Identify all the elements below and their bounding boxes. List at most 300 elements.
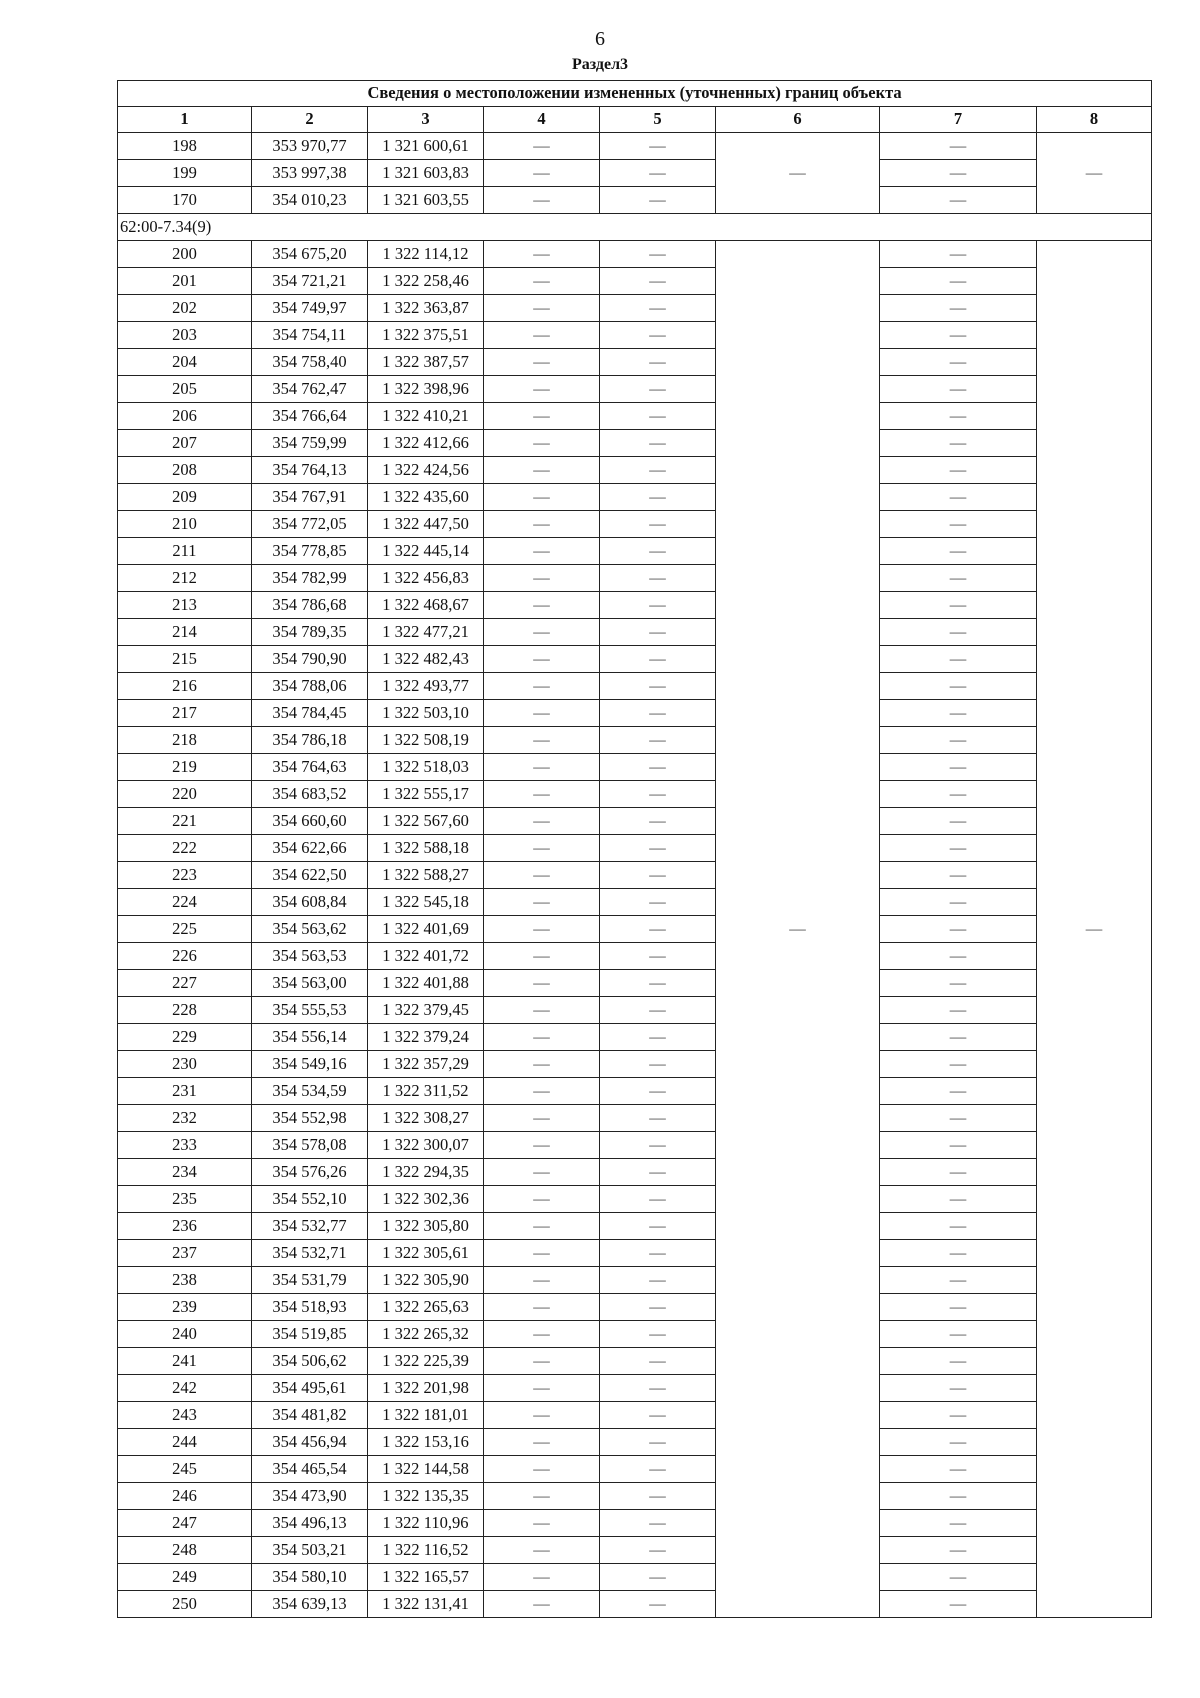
point-number: 227 <box>118 970 252 997</box>
col5-dash: — <box>600 970 716 997</box>
col7-dash: — <box>880 1537 1037 1564</box>
col7-dash: — <box>880 673 1037 700</box>
coord-y: 1 322 588,27 <box>368 862 484 889</box>
coord-y: 1 322 114,12 <box>368 241 484 268</box>
point-number: 199 <box>118 160 252 187</box>
col7-dash: — <box>880 1321 1037 1348</box>
col4-dash: — <box>484 835 600 862</box>
table-row <box>118 889 1152 916</box>
table-row <box>118 727 1152 754</box>
coord-y: 1 322 294,35 <box>368 1159 484 1186</box>
col5-dash: — <box>600 1294 716 1321</box>
coord-x: 354 531,79 <box>252 1267 368 1294</box>
table-row <box>118 1456 1152 1483</box>
col7-dash: — <box>880 430 1037 457</box>
col4-dash: — <box>484 1321 600 1348</box>
point-number: 235 <box>118 1186 252 1213</box>
col5-dash: — <box>600 1213 716 1240</box>
col7-dash: — <box>880 1483 1037 1510</box>
coord-x: 354 622,66 <box>252 835 368 862</box>
col4-dash: — <box>484 376 600 403</box>
coord-x: 354 555,53 <box>252 997 368 1024</box>
col5-dash: — <box>600 322 716 349</box>
table-caption-row <box>118 81 1152 107</box>
table-row <box>118 1294 1152 1321</box>
col4-dash: — <box>484 673 600 700</box>
coord-x: 354 767,91 <box>252 484 368 511</box>
point-number: 241 <box>118 1348 252 1375</box>
table-row <box>118 268 1152 295</box>
col5-dash: — <box>600 1375 716 1402</box>
point-number: 198 <box>118 133 252 160</box>
col7-dash: — <box>880 484 1037 511</box>
coord-y: 1 322 518,03 <box>368 754 484 781</box>
coord-x: 354 473,90 <box>252 1483 368 1510</box>
col5-dash: — <box>600 511 716 538</box>
coord-x: 354 749,97 <box>252 295 368 322</box>
col5-dash: — <box>600 484 716 511</box>
point-number: 209 <box>118 484 252 511</box>
col4-dash: — <box>484 1483 600 1510</box>
column-number: 3 <box>368 107 484 133</box>
coord-y: 1 322 300,07 <box>368 1132 484 1159</box>
col7-dash: — <box>880 322 1037 349</box>
coord-x: 354 010,23 <box>252 187 368 214</box>
coord-x: 354 563,62 <box>252 916 368 943</box>
coord-y: 1 322 447,50 <box>368 511 484 538</box>
coord-y: 1 322 456,83 <box>368 565 484 592</box>
col4-dash: — <box>484 295 600 322</box>
point-number: 248 <box>118 1537 252 1564</box>
col4-dash: — <box>484 1564 600 1591</box>
col5-dash: — <box>600 673 716 700</box>
coord-y: 1 322 165,57 <box>368 1564 484 1591</box>
col5-dash: — <box>600 1159 716 1186</box>
coord-y: 1 322 508,19 <box>368 727 484 754</box>
coord-x: 354 758,40 <box>252 349 368 376</box>
col4-dash: — <box>484 700 600 727</box>
coord-y: 1 322 387,57 <box>368 349 484 376</box>
coord-y: 1 322 401,72 <box>368 943 484 970</box>
col4-dash: — <box>484 1510 600 1537</box>
col5-dash: — <box>600 1240 716 1267</box>
col5-dash: — <box>600 430 716 457</box>
coord-x: 354 549,16 <box>252 1051 368 1078</box>
coord-x: 354 788,06 <box>252 673 368 700</box>
coord-y: 1 322 265,32 <box>368 1321 484 1348</box>
coord-x: 354 506,62 <box>252 1348 368 1375</box>
col4-dash: — <box>484 592 600 619</box>
table-row <box>118 1078 1152 1105</box>
col4-dash: — <box>484 1294 600 1321</box>
table-body <box>118 81 1152 1618</box>
coord-y: 1 322 135,35 <box>368 1483 484 1510</box>
table-row <box>118 1267 1152 1294</box>
coord-x: 354 675,20 <box>252 241 368 268</box>
col4-dash: — <box>484 1591 600 1618</box>
coord-y: 1 322 412,66 <box>368 430 484 457</box>
col5-dash: — <box>600 160 716 187</box>
table-row <box>118 241 1152 268</box>
table-row <box>118 700 1152 727</box>
coord-y: 1 322 265,63 <box>368 1294 484 1321</box>
column-number: 7 <box>880 107 1037 133</box>
col7-dash: — <box>880 241 1037 268</box>
table-row <box>118 457 1152 484</box>
column-number: 8 <box>1037 107 1152 133</box>
col7-dash: — <box>880 1159 1037 1186</box>
table-row <box>118 1375 1152 1402</box>
coord-x: 354 764,63 <box>252 754 368 781</box>
col7-dash: — <box>880 727 1037 754</box>
col7-dash: — <box>880 1186 1037 1213</box>
table-row <box>118 1186 1152 1213</box>
col5-dash: — <box>600 862 716 889</box>
coord-y: 1 322 468,67 <box>368 592 484 619</box>
coord-y: 1 322 258,46 <box>368 268 484 295</box>
col7-dash: — <box>880 1402 1037 1429</box>
col5-dash: — <box>600 1456 716 1483</box>
coord-y: 1 322 311,52 <box>368 1078 484 1105</box>
col4-dash: — <box>484 619 600 646</box>
point-number: 212 <box>118 565 252 592</box>
page-number: 6 <box>595 28 605 50</box>
col5-dash: — <box>600 1402 716 1429</box>
col7-dash: — <box>880 1294 1037 1321</box>
coord-x: 354 563,53 <box>252 943 368 970</box>
coord-y: 1 322 363,87 <box>368 295 484 322</box>
table-row <box>118 133 1152 160</box>
col4-dash: — <box>484 1537 600 1564</box>
coord-x: 354 519,85 <box>252 1321 368 1348</box>
table-row <box>118 808 1152 835</box>
col4-dash: — <box>484 457 600 484</box>
point-number: 250 <box>118 1591 252 1618</box>
point-number: 205 <box>118 376 252 403</box>
coord-y: 1 321 603,83 <box>368 160 484 187</box>
coord-y: 1 322 424,56 <box>368 457 484 484</box>
coord-x: 354 552,98 <box>252 1105 368 1132</box>
column-number: 4 <box>484 107 600 133</box>
table-row <box>118 1159 1152 1186</box>
coord-x: 354 534,59 <box>252 1078 368 1105</box>
col7-dash: — <box>880 1375 1037 1402</box>
col4-dash: — <box>484 1186 600 1213</box>
col5-dash: — <box>600 376 716 403</box>
coord-y: 1 322 401,88 <box>368 970 484 997</box>
col7-dash: — <box>880 1078 1037 1105</box>
col7-dash: — <box>880 565 1037 592</box>
table-row <box>118 376 1152 403</box>
coord-x: 354 766,64 <box>252 403 368 430</box>
coord-x: 354 576,26 <box>252 1159 368 1186</box>
point-number: 220 <box>118 781 252 808</box>
col7-dash: — <box>880 1564 1037 1591</box>
table-row <box>118 430 1152 457</box>
table-row <box>118 754 1152 781</box>
col7-dash: — <box>880 1051 1037 1078</box>
col7-dash: — <box>880 862 1037 889</box>
col7-dash: — <box>880 943 1037 970</box>
coord-x: 354 622,50 <box>252 862 368 889</box>
point-number: 201 <box>118 268 252 295</box>
point-number: 222 <box>118 835 252 862</box>
col7-dash: — <box>880 835 1037 862</box>
coord-x: 354 639,13 <box>252 1591 368 1618</box>
col4-dash: — <box>484 646 600 673</box>
col6-dash: — <box>716 133 880 214</box>
col5-dash: — <box>600 754 716 781</box>
table-row <box>118 1510 1152 1537</box>
coord-y: 1 322 305,90 <box>368 1267 484 1294</box>
col5-dash: — <box>600 1564 716 1591</box>
coord-x: 354 578,08 <box>252 1132 368 1159</box>
table-row <box>118 970 1152 997</box>
col6-dash: — <box>716 241 880 1618</box>
col7-dash: — <box>880 160 1037 187</box>
col5-dash: — <box>600 1483 716 1510</box>
coord-x: 354 496,13 <box>252 1510 368 1537</box>
col4-dash: — <box>484 1402 600 1429</box>
table-row <box>118 1132 1152 1159</box>
coord-x: 354 782,99 <box>252 565 368 592</box>
point-number: 225 <box>118 916 252 943</box>
col5-dash: — <box>600 538 716 565</box>
coord-x: 354 532,71 <box>252 1240 368 1267</box>
coord-y: 1 321 603,55 <box>368 187 484 214</box>
point-number: 217 <box>118 700 252 727</box>
group-label: 62:00-7.34(9) <box>118 214 1152 241</box>
col7-dash: — <box>880 646 1037 673</box>
coord-y: 1 322 153,16 <box>368 1429 484 1456</box>
coord-x: 354 759,99 <box>252 430 368 457</box>
table-row <box>118 322 1152 349</box>
point-number: 200 <box>118 241 252 268</box>
point-number: 246 <box>118 1483 252 1510</box>
coord-x: 354 786,18 <box>252 727 368 754</box>
col4-dash: — <box>484 484 600 511</box>
col5-dash: — <box>600 727 716 754</box>
col4-dash: — <box>484 160 600 187</box>
table-row <box>118 295 1152 322</box>
col7-dash: — <box>880 997 1037 1024</box>
col4-dash: — <box>484 1132 600 1159</box>
coord-y: 1 322 567,60 <box>368 808 484 835</box>
col4-dash: — <box>484 1456 600 1483</box>
col5-dash: — <box>600 1510 716 1537</box>
table-row <box>118 1402 1152 1429</box>
coord-x: 354 503,21 <box>252 1537 368 1564</box>
col7-dash: — <box>880 781 1037 808</box>
col5-dash: — <box>600 592 716 619</box>
point-number: 240 <box>118 1321 252 1348</box>
col4-dash: — <box>484 1105 600 1132</box>
col4-dash: — <box>484 1024 600 1051</box>
col7-dash: — <box>880 1591 1037 1618</box>
point-number: 238 <box>118 1267 252 1294</box>
table-row <box>118 1537 1152 1564</box>
col4-dash: — <box>484 970 600 997</box>
table-row <box>118 187 1152 214</box>
coord-y: 1 321 600,61 <box>368 133 484 160</box>
col5-dash: — <box>600 1024 716 1051</box>
coord-x: 354 660,60 <box>252 808 368 835</box>
table-row <box>118 1348 1152 1375</box>
point-number: 247 <box>118 1510 252 1537</box>
table-row <box>118 1591 1152 1618</box>
col5-dash: — <box>600 1348 716 1375</box>
table-row <box>118 160 1152 187</box>
coord-y: 1 322 305,61 <box>368 1240 484 1267</box>
col4-dash: — <box>484 943 600 970</box>
col7-dash: — <box>880 1105 1037 1132</box>
col8-dash: — <box>1037 241 1152 1618</box>
col4-dash: — <box>484 1240 600 1267</box>
col5-dash: — <box>600 916 716 943</box>
coord-x: 354 556,14 <box>252 1024 368 1051</box>
table-row <box>118 349 1152 376</box>
coord-y: 1 322 477,21 <box>368 619 484 646</box>
coord-y: 1 322 401,69 <box>368 916 484 943</box>
col4-dash: — <box>484 187 600 214</box>
coord-x: 354 518,93 <box>252 1294 368 1321</box>
col5-dash: — <box>600 403 716 430</box>
col4-dash: — <box>484 1213 600 1240</box>
col5-dash: — <box>600 997 716 1024</box>
point-number: 236 <box>118 1213 252 1240</box>
col5-dash: — <box>600 565 716 592</box>
table-row <box>118 997 1152 1024</box>
coord-y: 1 322 308,27 <box>368 1105 484 1132</box>
table-row <box>118 403 1152 430</box>
col5-dash: — <box>600 1537 716 1564</box>
point-number: 223 <box>118 862 252 889</box>
col5-dash: — <box>600 943 716 970</box>
col4-dash: — <box>484 1348 600 1375</box>
col5-dash: — <box>600 619 716 646</box>
col7-dash: — <box>880 511 1037 538</box>
col5-dash: — <box>600 457 716 484</box>
coord-y: 1 322 357,29 <box>368 1051 484 1078</box>
coord-x: 354 721,21 <box>252 268 368 295</box>
point-number: 221 <box>118 808 252 835</box>
point-number: 204 <box>118 349 252 376</box>
col7-dash: — <box>880 1510 1037 1537</box>
col4-dash: — <box>484 1267 600 1294</box>
col4-dash: — <box>484 538 600 565</box>
col7-dash: — <box>880 538 1037 565</box>
col7-dash: — <box>880 808 1037 835</box>
point-number: 203 <box>118 322 252 349</box>
col4-dash: — <box>484 781 600 808</box>
col7-dash: — <box>880 1024 1037 1051</box>
coord-x: 354 778,85 <box>252 538 368 565</box>
table-row <box>118 835 1152 862</box>
table-row <box>118 1213 1152 1240</box>
coord-y: 1 322 545,18 <box>368 889 484 916</box>
table-row <box>118 511 1152 538</box>
table-row <box>118 619 1152 646</box>
col5-dash: — <box>600 241 716 268</box>
table-row <box>118 1321 1152 1348</box>
point-number: 244 <box>118 1429 252 1456</box>
coord-y: 1 322 435,60 <box>368 484 484 511</box>
point-number: 243 <box>118 1402 252 1429</box>
col4-dash: — <box>484 1375 600 1402</box>
coord-y: 1 322 201,98 <box>368 1375 484 1402</box>
col5-dash: — <box>600 349 716 376</box>
col4-dash: — <box>484 1429 600 1456</box>
table-row <box>118 1483 1152 1510</box>
section-title: Раздел3 <box>571 56 629 73</box>
point-number: 249 <box>118 1564 252 1591</box>
col7-dash: — <box>880 457 1037 484</box>
coord-x: 354 465,54 <box>252 1456 368 1483</box>
coord-x: 353 997,38 <box>252 160 368 187</box>
col4-dash: — <box>484 511 600 538</box>
col5-dash: — <box>600 1078 716 1105</box>
coord-x: 354 481,82 <box>252 1402 368 1429</box>
table-row <box>118 1105 1152 1132</box>
table-row <box>118 565 1152 592</box>
column-number: 2 <box>252 107 368 133</box>
col5-dash: — <box>600 1132 716 1159</box>
table-row <box>118 1564 1152 1591</box>
point-number: 170 <box>118 187 252 214</box>
col7-dash: — <box>880 187 1037 214</box>
point-number: 224 <box>118 889 252 916</box>
col4-dash: — <box>484 1078 600 1105</box>
point-number: 233 <box>118 1132 252 1159</box>
coord-x: 354 580,10 <box>252 1564 368 1591</box>
table-row <box>118 916 1152 943</box>
col7-dash: — <box>880 268 1037 295</box>
point-number: 239 <box>118 1294 252 1321</box>
col4-dash: — <box>484 565 600 592</box>
col5-dash: — <box>600 1267 716 1294</box>
col5-dash: — <box>600 700 716 727</box>
point-number: 202 <box>118 295 252 322</box>
col4-dash: — <box>484 862 600 889</box>
coord-y: 1 322 503,10 <box>368 700 484 727</box>
boundary-coordinates-table <box>117 80 1152 1618</box>
coord-x: 354 532,77 <box>252 1213 368 1240</box>
coord-y: 1 322 445,14 <box>368 538 484 565</box>
coord-x: 354 608,84 <box>252 889 368 916</box>
col7-dash: — <box>880 1240 1037 1267</box>
col5-dash: — <box>600 781 716 808</box>
coord-x: 353 970,77 <box>252 133 368 160</box>
col4-dash: — <box>484 430 600 457</box>
col4-dash: — <box>484 403 600 430</box>
table-caption: Сведения о местоположении измененных (уточненных) границ объекта <box>118 81 1152 107</box>
table-row <box>118 943 1152 970</box>
table-row <box>118 1429 1152 1456</box>
coord-y: 1 322 225,39 <box>368 1348 484 1375</box>
col4-dash: — <box>484 268 600 295</box>
coord-x: 354 772,05 <box>252 511 368 538</box>
col7-dash: — <box>880 1267 1037 1294</box>
table-row <box>118 484 1152 511</box>
col5-dash: — <box>600 808 716 835</box>
coord-y: 1 322 482,43 <box>368 646 484 673</box>
column-number: 1 <box>118 107 252 133</box>
point-number: 234 <box>118 1159 252 1186</box>
coord-y: 1 322 131,41 <box>368 1591 484 1618</box>
point-number: 237 <box>118 1240 252 1267</box>
col5-dash: — <box>600 1051 716 1078</box>
col5-dash: — <box>600 1186 716 1213</box>
